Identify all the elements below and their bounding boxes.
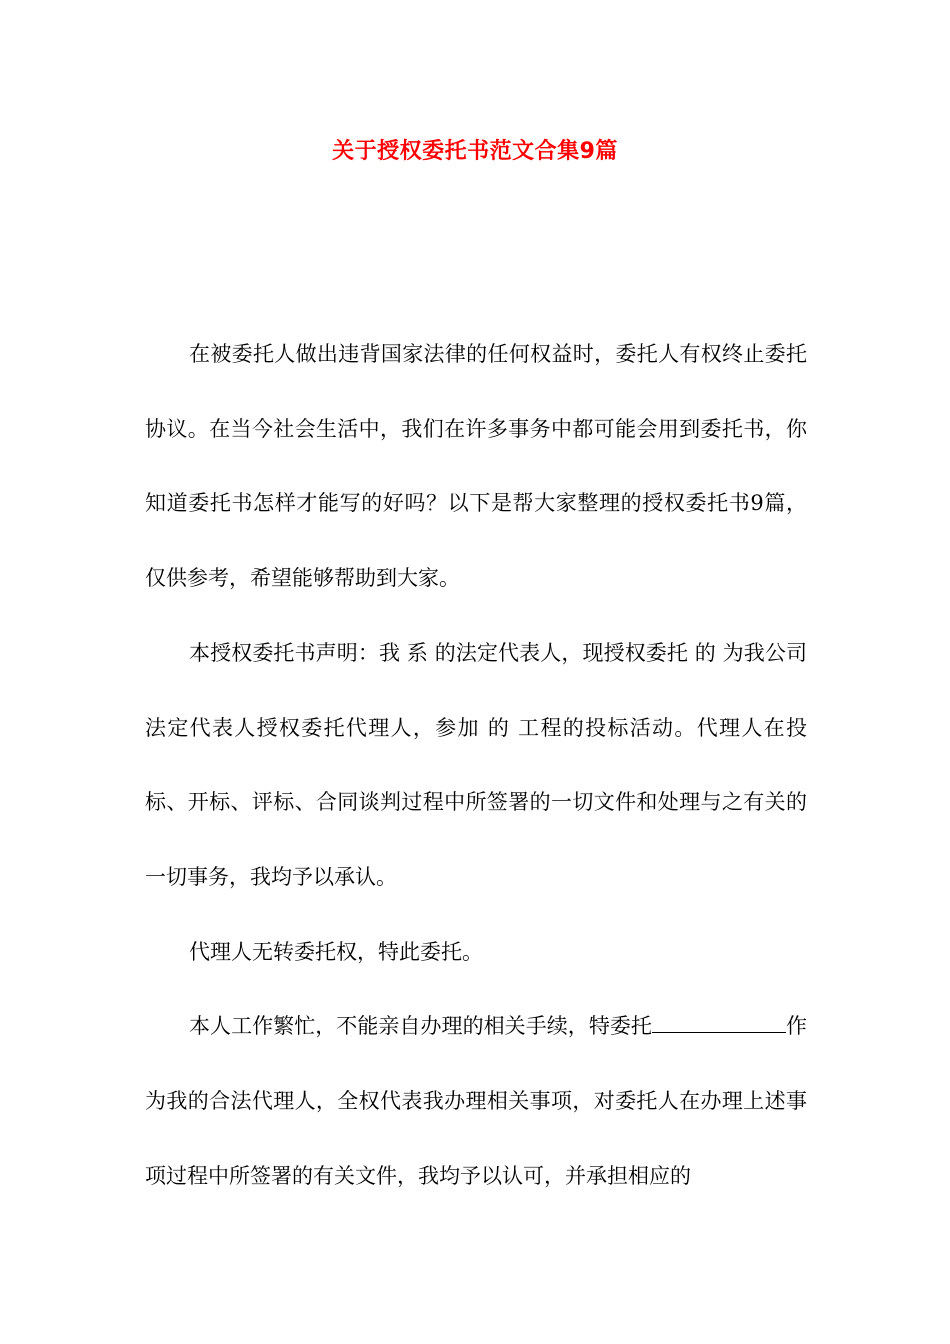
agent-name-blank-continued: [776, 1013, 786, 1033]
paragraph-intro: 在被委托人做出违背国家法律的任何权益时，委托人有权终止委托协议。在当今社会生活中，我们在许多事务中都可能会用到委托书，你知道委托书怎样才能写的好吗？以下是帮大家整理的授权委托书9篇，仅供参考，希望能够帮助到大家。: [145, 342, 807, 591]
paragraph-personal-entrust: [145, 989, 807, 1213]
agent-name-blank: [652, 1013, 776, 1033]
document-body: [145, 317, 807, 1213]
document-title: 关于授权委托书范文合集9篇: [332, 139, 618, 164]
paragraph-declaration: 本授权委托书声明：我 系 的法定代表人，现授权委托 的 为我公司法定代表人授权委托代理人，参加 的 工程的投标活动。代理人在投标、开标、评标、合同谈判过程中所签署的一切文件和处理与之有关的一切事务，我均予以承认。: [145, 640, 807, 889]
paragraph-no-subdelegation: 代理人无转委托权，特此委托。: [189, 939, 483, 964]
entrust-text-after-blank: 作为我的合法代理人，全权代表我办理相关事项，对委托人在办理上述事项过程中所签署的有关文件，我均予以认可，并承担相应的: [145, 1014, 808, 1188]
entrust-text-before-blank: 本人工作繁忙，不能亲自办理的相关手续，特委托: [189, 1014, 652, 1039]
